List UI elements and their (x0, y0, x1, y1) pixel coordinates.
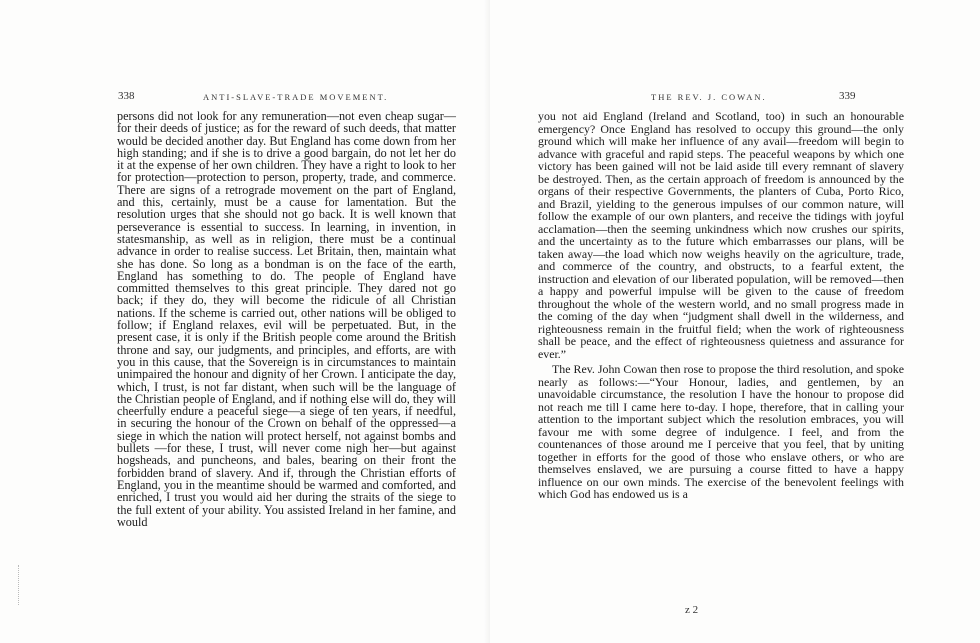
printer-signature-mark: z 2 (685, 604, 699, 616)
left-running-head: ANTI-SLAVE-TRADE MOVEMENT. (203, 92, 389, 102)
right-running-head: THE REV. J. COWAN. (651, 92, 767, 102)
right-paragraph-2: The Rev. John Cowan then rose to propose the third resolution, and spoke nearly as follows:—“Your Honour, ladies, and gentlemen, by an unavoidable circumstance, the resolution I have the honour to propose did not reach me till I came here to-day. I hope, therefore, that in calling your attention to the important subject which the resolution embraces, you will favour me with some degree of indulgence. I feel, and from the countenances of those around me I perceive that you feel, that by uniting together in efforts for the good of those who enslave others, or who are themselves enslaved, we are pursuing a course fitted to have a happy influence on our own minds. The exercise of the benevolent feelings with which God has endowed us is a (538, 362, 904, 501)
page-edge-mark (18, 565, 21, 605)
right-page (490, 0, 980, 643)
left-page-number: 338 (118, 90, 135, 102)
left-body-text (117, 110, 456, 528)
right-paragraph-1: you not aid England (Ireland and Scotland, too) in such an honourable emergency? Once England has resolved to occupy this ground—the only ground which will make her influence of any avail—freedom will begin to advance with graceful and rapid steps. The peaceful weapons by which one victory has been gained will not be laid aside till every remnant of slavery be destroyed. Then, as the certain approach of freedom is announced by the organs of their respective Governments, the planters of Cuba, Porto Rico, and Brazil, yielding to the generous impulses of our common nature, will follow the example of our own planters, and receive the tidings with joyful acclamation—then the seeming unkindness which now crushes our spirits, and the uncertainty as to the future which embarrasses our plans, will be taken away—the load which now weighs heavily on the agriculture, trade, and commerce of the country, and obstructs, to a fearful extent, the instruction and elevation of our liberated population, will be removed—then a happy and powerful impulse will be given to the cause of freedom throughout the whole of the western world, and no small progress made in the coming of the day when “judgment shall dwell in the wilderness, and righteousness remain in the fruitful field; when the work of righteousness shall be peace, and the effect of righteousness quietness and assurance for ever.” (538, 109, 904, 361)
right-page-number: 339 (839, 90, 856, 102)
left-paragraph-1: persons did not look for any remuneration—not even cheap sugar—for their deeds of justice; as for the reward of such deeds, that matter would be decided another day. But England has come down from her high standing; and if she is to drive a good bargain, do not let her do it at the expense of her own children. They have a right to look to her for protection—protection to person, property, trade, and commerce. There are signs of a retrograde movement on the part of England, and this, certainly, must be a cause for lamentation. But the resolution urges that she should not go back. It is well known that perseverance is essential to success. In learning, in invention, in statesmanship, as well as in religion, there must be a continual advance in order to realise success. Let Britain, then, maintain what she has done. So long as a bondman is on the face of the earth, England has something to do. The people of England have committed themselves to this great principle. They dared not go back; if they do, they will become the ridicule of all Christian nations. If the scheme is carried out, other nations will be obliged to follow; if England relaxes, evil will be perpetuated. But, in the present case, it is only if the British people come around the British throne and say, our judgments, and principles, and efforts, are with you in this cause, that the Sovereign is in circumstances to maintain unimpaired the honour and dignity of her Crown. I anticipate the day, which, I trust, is not far distant, when such will be the language of the Christian people of England, and if nothing else will do, they will cheerfully endure a peaceful siege—a siege of ten years, if needful, in securing the honour of the Crown on behalf of the oppressed—a siege in which the nation will protect herself, not against bombs and bullets —for these, I trust, will never come nigh her—but against hogsheads, and puncheons, and bales, bearing on their front the forbidden brand of slavery. And if, through the Christian efforts of England, you in the meantime should be warmed and comforted, and enriched, I trust you would aid her during the straits of the siege to the full extent of your ability. You assisted Ireland in her famine, and would (117, 109, 456, 529)
right-body-text (538, 110, 904, 501)
